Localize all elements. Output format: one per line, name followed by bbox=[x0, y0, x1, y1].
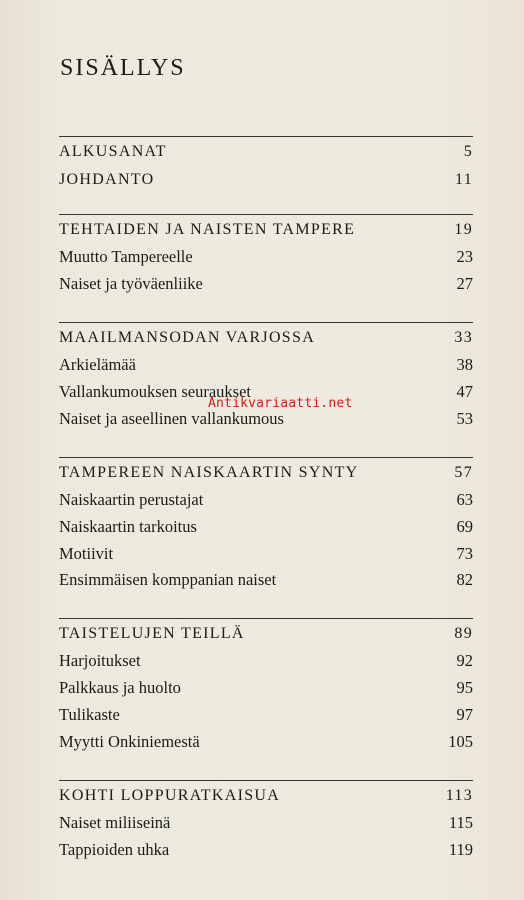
toc-page-number: 97 bbox=[456, 705, 473, 724]
section-divider bbox=[59, 136, 473, 137]
toc-label: Naiskaartin tarkoitus bbox=[59, 517, 197, 536]
toc-label: Myytti Onkiniemestä bbox=[59, 732, 200, 751]
toc-entry bbox=[59, 247, 473, 267]
toc-label: Naiset ja aseellinen vallankumous bbox=[59, 409, 284, 428]
toc-label: TAMPEREEN NAISKAARTIN SYNTY bbox=[59, 464, 359, 481]
toc-entry bbox=[59, 355, 473, 375]
toc-page-number: 119 bbox=[448, 840, 473, 859]
toc-page-number: 33 bbox=[454, 329, 473, 346]
toc-label: Arkielämää bbox=[59, 355, 136, 374]
watermark-text: Antikvariaatti.net bbox=[208, 396, 353, 411]
toc-label: Tappioiden uhka bbox=[59, 840, 170, 859]
section-divider bbox=[59, 322, 473, 323]
toc-entry bbox=[59, 490, 473, 510]
toc-label: Ensimmäisen komppanian naiset bbox=[59, 570, 277, 589]
toc-label: Naiset ja työväenliike bbox=[59, 274, 203, 293]
toc-entry bbox=[59, 570, 473, 590]
toc-page-number: 95 bbox=[456, 678, 473, 697]
toc-label: Vallankumouksen seuraukset bbox=[59, 382, 251, 401]
toc-page-number: 92 bbox=[456, 651, 473, 670]
section-divider bbox=[59, 618, 473, 619]
toc-page-number: 19 bbox=[454, 221, 473, 238]
toc-entry bbox=[59, 732, 473, 752]
toc-label: Palkkaus ja huolto bbox=[59, 678, 181, 697]
toc-label: Naiskaartin perustajat bbox=[59, 490, 204, 509]
toc-entry-johdanto bbox=[59, 170, 473, 190]
toc-page-number: 53 bbox=[456, 409, 473, 428]
page-title: SISÄLLYS bbox=[60, 55, 186, 81]
toc-label: KOHTI LOPPURATKAISUA bbox=[59, 787, 281, 804]
toc-entry-alkusanat bbox=[59, 142, 473, 162]
toc-entry bbox=[59, 544, 473, 564]
toc-page-number: 82 bbox=[456, 570, 473, 589]
toc-page-number: 113 bbox=[445, 787, 473, 804]
toc-page-number: 11 bbox=[454, 171, 473, 188]
toc-page-number: 27 bbox=[456, 274, 473, 293]
toc-entry bbox=[59, 813, 473, 833]
toc-page-number: 115 bbox=[448, 813, 473, 832]
toc-entry bbox=[59, 840, 473, 860]
toc-label: MAAILMANSODAN VARJOSSA bbox=[59, 329, 316, 346]
toc-entry bbox=[59, 409, 473, 429]
toc-section-heading bbox=[59, 624, 473, 644]
toc-entry bbox=[59, 651, 473, 671]
toc-entry bbox=[59, 274, 473, 294]
toc-label: Harjoitukset bbox=[59, 651, 141, 670]
toc-page-number: 89 bbox=[454, 625, 473, 642]
toc-entry bbox=[59, 517, 473, 537]
section-divider bbox=[59, 214, 473, 215]
toc-section-heading bbox=[59, 463, 473, 483]
toc-section-heading bbox=[59, 328, 473, 348]
toc-page-number: 105 bbox=[448, 732, 473, 751]
toc-label: Naiset miliiseinä bbox=[59, 813, 171, 832]
toc-entry bbox=[59, 705, 473, 725]
toc-page-number: 47 bbox=[456, 382, 473, 401]
toc-section-heading bbox=[59, 786, 473, 806]
toc-label: Motiivit bbox=[59, 544, 114, 563]
section-divider bbox=[59, 780, 473, 781]
toc-label: TAISTELUJEN TEILLÄ bbox=[59, 625, 245, 642]
toc-page-number: 57 bbox=[454, 464, 473, 481]
toc-page-number: 69 bbox=[456, 517, 473, 536]
toc-label: JOHDANTO bbox=[59, 171, 155, 188]
toc-entry bbox=[59, 678, 473, 698]
section-divider bbox=[59, 457, 473, 458]
toc-label: TEHTAIDEN JA NAISTEN TAMPERE bbox=[59, 221, 356, 238]
toc-label: ALKUSANAT bbox=[59, 143, 167, 160]
toc-page-number: 73 bbox=[456, 544, 473, 563]
toc-section-heading bbox=[59, 220, 473, 240]
toc-page-number: 23 bbox=[456, 247, 473, 266]
toc-label: Muutto Tampereelle bbox=[59, 247, 193, 266]
toc-page-number: 5 bbox=[463, 143, 473, 160]
toc-label: Tulikaste bbox=[59, 705, 120, 724]
toc-page-number: 38 bbox=[456, 355, 473, 374]
toc-page-number: 63 bbox=[456, 490, 473, 509]
